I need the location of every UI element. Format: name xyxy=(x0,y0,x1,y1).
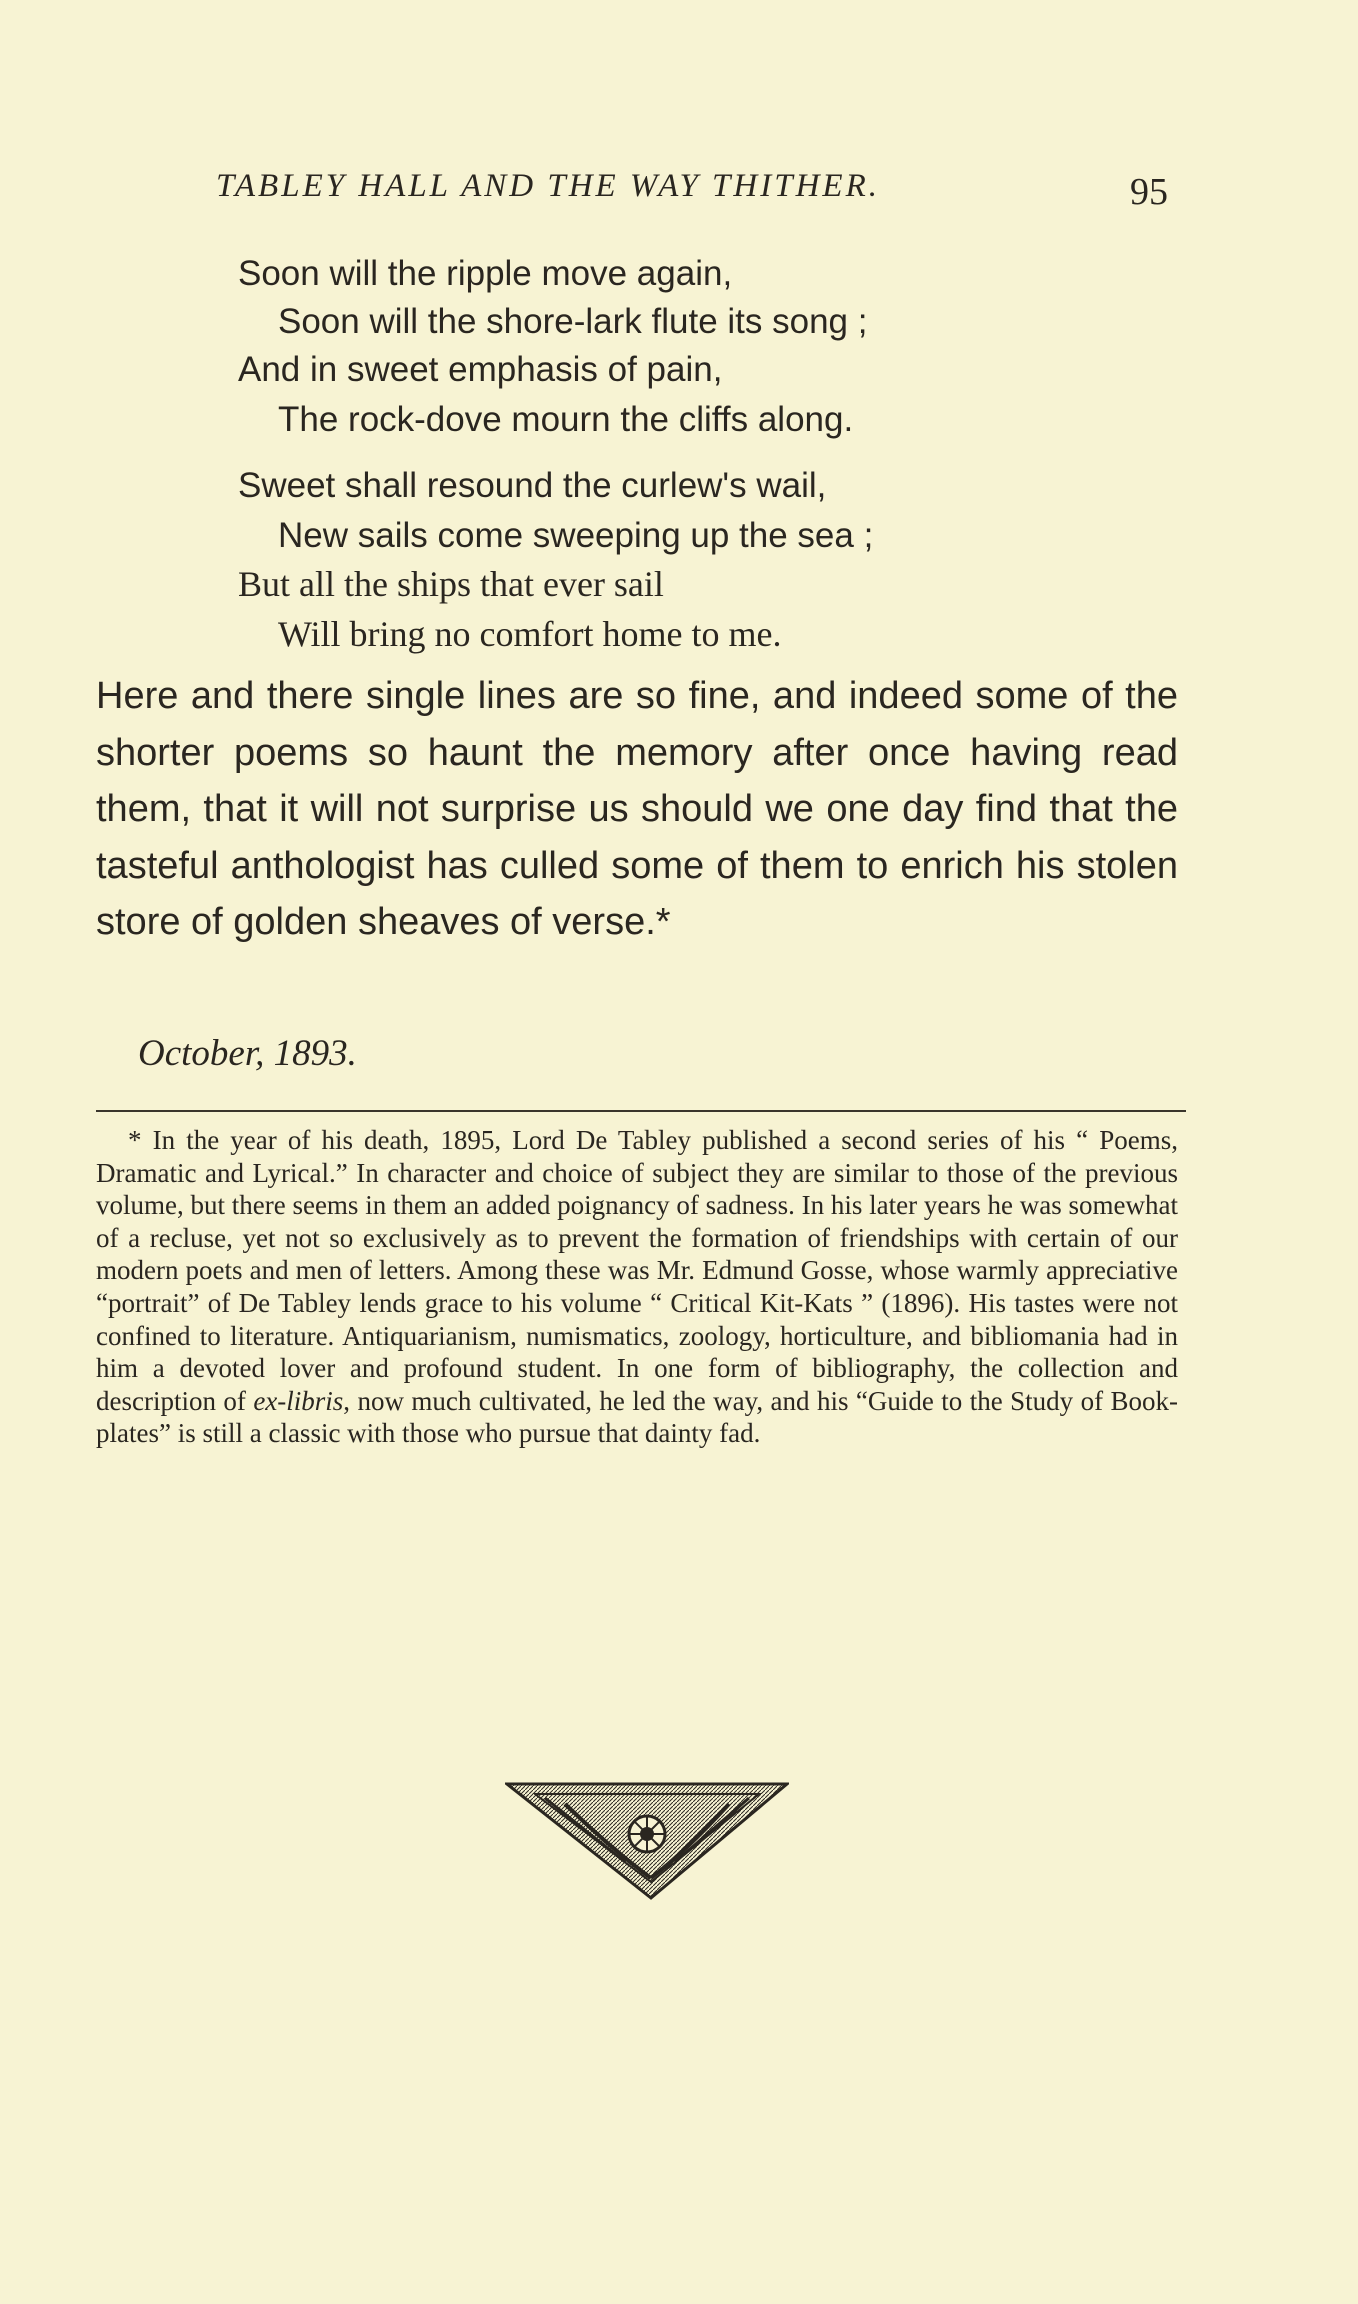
verse-line: And in sweet emphasis of pain, xyxy=(238,350,723,389)
dateline: October, 1893. xyxy=(138,1033,357,1074)
verse-line: Soon will the shore-lark flute its song ; xyxy=(278,302,868,341)
running-title: TABLEY HALL AND THE WAY THITHER. xyxy=(216,168,880,204)
page-number: 95 xyxy=(1130,171,1168,213)
verse-line: But all the ships that ever sail xyxy=(238,564,664,604)
footnote xyxy=(96,1124,1178,1450)
footnote-text-end: , now much cultivated, he led the way, and his “Guide to the Study of Book-plates” is still a classic with those who pursue that dainty fad. xyxy=(96,1385,1178,1449)
footnote-text: * In the year of his death, 1895, Lord De Tabley published a second series of his “ Poems, Dramatic and Lyrical.” In character and choice of subject they are similar to those of the previous volume, but there seems in them an added poignancy of sadness. In his later years he was somewhat of a recluse, yet not so exclusively as to prevent the formation of friendships with certain of our modern poets and men of letters. Among these was Mr. Edmund Gosse, whose warmly appreciative “portrait” of De Tabley lends grace to his volume “ Critical Kit-Kats ” (1896). His tastes were not confined to literature. Antiquarianism, numismatics, zoology, horticulture, and bibliomania had in him a devoted lover and profound student. In one form of bibliography, the collection and description of xyxy=(96,1125,1178,1416)
running-head xyxy=(0,168,1358,218)
footnote-italic-term: ex-libris xyxy=(253,1385,344,1416)
prose-paragraph: Here and there single lines are so fine, and indeed some of the shorter poems so haunt the memory after once having read them, that it will not surprise us should we one day find that the tasteful anthologist has culled some of them to enrich his stolen store of golden sheaves of verse.* xyxy=(96,675,1178,943)
verse-line: Will bring no comfort home to me. xyxy=(278,614,782,654)
footnote-rule xyxy=(96,1110,1186,1112)
verse-line: New sails come sweeping up the sea ; xyxy=(278,516,874,555)
verse-line: The rock-dove mourn the cliffs along. xyxy=(278,400,854,439)
verse-line: Sweet shall resound the curlew's wail, xyxy=(238,466,827,505)
tailpiece-ornament-icon xyxy=(505,1782,789,1900)
verse-line: Soon will the ripple move again, xyxy=(238,254,733,293)
